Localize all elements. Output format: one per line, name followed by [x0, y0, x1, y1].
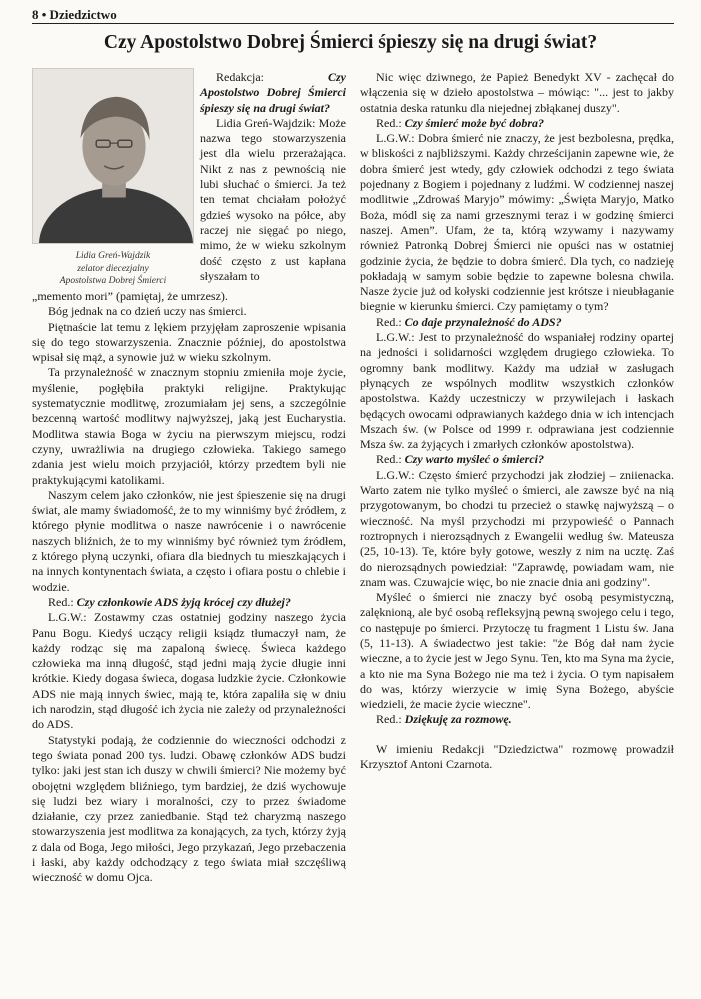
right-column [360, 70, 674, 772]
question-text: Co daje przynależność do ADS? [404, 314, 562, 329]
question-line [32, 595, 346, 610]
paragraph: Naszym celem jako członków, nie jest śpieszenie się na drugi świat, ale mamy świadomość, że to my winniśmy być źródłem, z którego płynie modlitwa o nasze nawrócenie i o nawrócenie naszych bliźnich, że to my winniśmy być również tym źródłem, z którego płyną uczynki, ofiara dla biednych tu mieszkających i na innych kontynentach świata, a często i ofiara postu o chlebie i wodzie. [32, 487, 346, 594]
paragraph: L.G.W.: Jest to przynależność do wspaniałej rodziny opartej na jedności i solidarności względem drugiego człowieka. To ogromny bank modlitwy. Każdy ma udział w zasługach płynących ze wspólnych modlitw wszystkich członków apostolstwa. Każdy uczestniczy w przywilejach i łaskach będących owocami odprawianych każdego dnia w ich intencjach Mszach św. (w Polsce od 1999 r. odprawiana jest codziennie Msza św. za żyjących i zmarłych członków apostolstwa). [360, 330, 674, 452]
answer-paragraph: Lidia Greń-Wajdzik: Może nazwa tego stowarzyszenia jest dla wielu przerażająca. Nikt z nas z pewnością nie lubi słuchać o śmierci. Ja też ten temat chciałam położyć gdzieś wysoko na półce, aby raczej nie sięgać po niego, mimo, że w wieku szkolnym dość często z ust kapłana słyszałam to [200, 115, 346, 283]
caption-role: zelator diecezjalny [77, 263, 149, 274]
intro-question [200, 70, 346, 116]
paragraph: Bóg jednak na co dzień uczy nas śmierci. [48, 304, 247, 319]
question-speaker: Red.: [376, 115, 405, 130]
caption-organization: Apostolstwa Dobrej Śmierci [59, 276, 167, 286]
question-speaker: Red.: [376, 712, 405, 727]
paragraph: „memento mori” (pamiętaj, że umrzesz). [32, 289, 228, 303]
question-text: Czy członkowie ADS żyją krócej czy dłużej? [76, 594, 291, 609]
question-speaker: Redakcja: [216, 70, 328, 84]
question-text: Dziękuję za rozmowę. [404, 712, 512, 727]
caption-name: Lidia Greń-Wajdzik [75, 251, 151, 261]
left-column-top [200, 70, 346, 284]
portrait-photo [32, 68, 194, 244]
photo-caption [32, 250, 194, 288]
paragraph: Statystyki podają, że codziennie do wieczności odchodzi z tego świata ponad 200 tys. ludzi. Obawę członków ADS budzi tylko: jaki jest stan ich duszy w chwili śmierci? Nie możemy być obojętni względem bliźniego, tym bardziej, że dziś wychowuje się ludzi bez wiary i moralności, czy to przez świadome działanie, czy przez zaniedbanie. Stąd też charyzmą naszego stowarzyszenia jest modlitwa za konających, za tych, którzy żyją z dala od Boga, Jego miłości, Jego przykazań, Jego przebaczenia i łaski, aby każdy odchodzący z tego świata miał szczęśliwą wieczność w domu Ojca. [32, 732, 346, 885]
question-line [360, 712, 674, 727]
question-line [360, 452, 674, 467]
paragraph: Ta przynależność w znacznym stopniu zmieniła moje życie, myślenie, pogłębiła praktyki religijne. Praktykując systematycznie modlitwę, zrozumiałam jej sens, a szczególnie bezcenną wartość modlitwy najwyższej, jaką jest Eucharystia. Modlitwa stawia Boga w życiu na pierwszym miejscu, rodzi czyny, uwrażliwia na drugiego człowieka. Takiego samego zdania jest wielu moich przyjaciół, którzy przedtem byli nie praktykującymi katolikami. [32, 365, 346, 487]
article-title: Czy Apostolstwo Dobrej Śmierci śpieszy się na drugi świat? [103, 32, 598, 53]
page-number-section: 8 • Dziedzictwo [32, 7, 117, 22]
question-speaker: Red.: [48, 594, 77, 609]
question-speaker: Red.: [376, 314, 405, 329]
portrait-image [33, 69, 193, 243]
paragraph: L.G.W.: Często śmierć przychodzi jak złodziej – zniienacka. Warto zatem nie tylko myśleć o śmierci, ale zawsze być na nią przygotowanym, bo chodzi tu przecież o stawkę najwyższą – o wieczność. Na myśl przychodzi mi przypowieść o Pannach roztropnych i nierozsądnych z Ewangelii według św. Mateusza (25, 10-13). Te, które były gotowe, weszły z nim na ucztę. Zaś do nierozsądnych powiedział: "Zaprawdę, powiadam wam, nie znam was. Czuwajcie więc, bo nie znacie dnia ani godziny". [360, 467, 674, 589]
paragraph: L.G.W.: Dobra śmierć nie znaczy, że jest bezbolesna, prędka, w bliskości z najbliższymi. Każdy chrześcijanin zapewne wie, że dobra śmierć jest wtedy, gdy człowiek odchodzi z tego świata pojednany z Bogiem i pojednany z ludźmi. W codziennej naszej modlitwie „Zdrowaś Maryjo” mówimy: „Święta Maryjo, Matko Boża, módl się za nami grzesznymi teraz i w godzinę śmierci naszej. Amen”. Ufam, że ta, którą wzywamy i nazywamy również Patronką Dobrej Śmierci nie opuści nas w ostatniej godzinie życia, że będzie to dobra śmierć. Dla tych, co nadzieję pokładają w samym sobie będzie to zapewne bolesna chwila. Nasze życie już od kołyski codziennie jest krótsze i nieubłaganie biegnie w kierunku śmierci. Czy pamiętamy o tym? [360, 131, 674, 314]
paragraph: Nic więc dziwnego, że Papież Benedykt XV - zachęcał do włączenia się w dzieło apostolstwa – mówiąc: "... jest to jakby ostatnia deska ratunku dla niejednej zbłąkanej duszy". [360, 70, 674, 115]
closing-note: W imieniu Redakcji "Dziedzictwa" rozmowę prowadził Krzysztof Antoni Czarnota. [360, 741, 674, 772]
question-speaker: Red.: [376, 452, 405, 467]
question-line [360, 116, 674, 131]
photo-block [32, 68, 194, 288]
question-text: Czy śmierć może być dobra? [404, 115, 544, 130]
question-line [360, 315, 674, 330]
left-column [32, 289, 346, 886]
question-text: Czy Apostolstwo Dobrej Śmierci śpieszy się na drugi świat? [200, 70, 346, 115]
paragraph: L.G.W.: Zostawmy czas ostatniej godziny naszego życia Panu Bogu. Kiedyś uczący religii ksiądz tłumaczył nam, że każdy rodząc się ma zapaloną świecę. Świeca każdego człowieka ma inną długość, stąd jedni mają życie długie inni krótkie. Kiedy dogasa świeca, dogasa ludzkie życie. Członkowie ADS nie mają innych świec, mają te, która zapaliła się w dniu ich narodzin, stąd długość ich życia nie zależy od przynależności do ADS. [32, 610, 346, 732]
running-header [32, 6, 674, 24]
paragraph: Myśleć o śmierci nie znaczy być osobą pesymistyczną, zalęknioną, ale być osobą refleksyjną pewną swojego celu i tego, co następuje po śmierci. Przytoczę tu fragment 1 Listu św. Jana (5, 11-13). A świadectwo jest takie: "że Bóg dał nam życie wieczne, a to życie jest w Jego Synu. Ten, kto ma Syna ma życie, a kto nie ma Syna Bożego nie ma też i życia. O tym napisałem do was, którzy wierzycie w imię Syna Bożego, abyście wiedzieli, że macie życie wieczne". [360, 590, 674, 712]
paragraph: Piętnaście lat temu z lękiem przyjęłam zaproszenie wpisania się do tego stowarzyszenia. Znacznie później, do apostolstwa wpisał się mąż, a synowie już w wieku szkolnym. [32, 319, 346, 365]
question-text: Czy warto myśleć o śmierci? [404, 452, 544, 467]
